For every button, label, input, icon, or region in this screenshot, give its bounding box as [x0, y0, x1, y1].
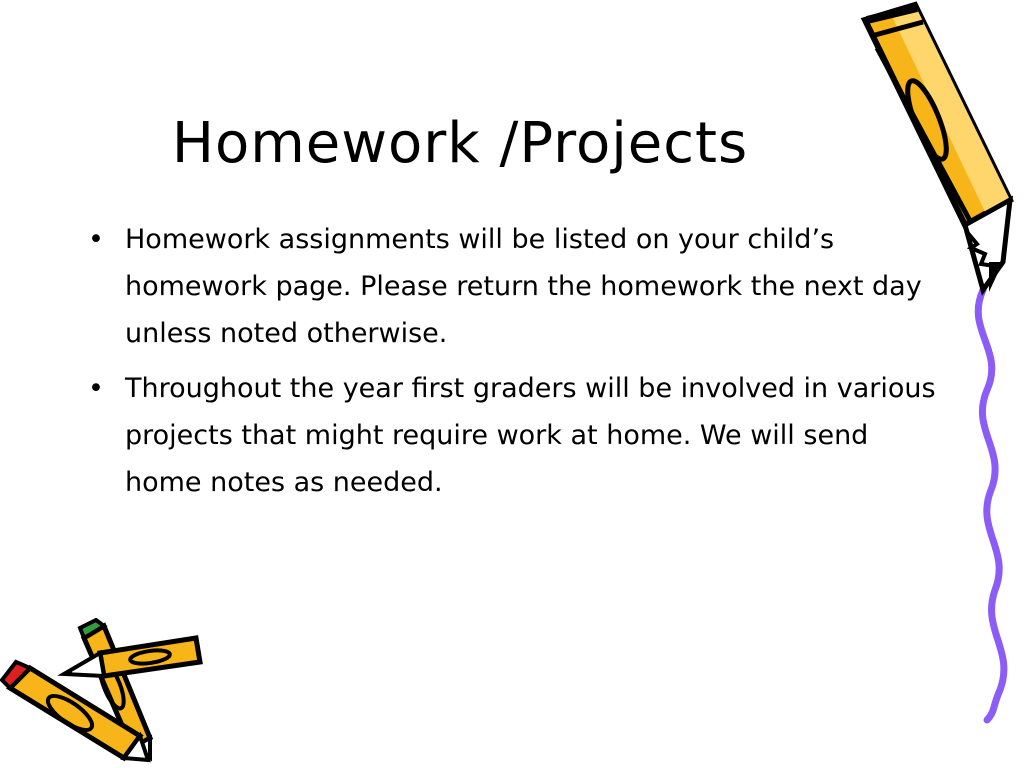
- bullet-marker: •: [88, 373, 104, 404]
- squiggle-line: [978, 290, 1004, 720]
- bullet-marker: •: [88, 224, 104, 255]
- bullet-item-homework: [88, 216, 938, 357]
- crossed-pencils-icon: [0, 618, 210, 763]
- slide-title: Homework /Projects: [171, 111, 749, 176]
- bullet-list: [88, 216, 938, 514]
- pencil-with-squiggle-icon: [855, 0, 1024, 725]
- bullet-text: Throughout the year first graders will be involved in various projects that might require work at home. We will send home notes as needed.: [125, 373, 936, 498]
- bullet-text: Homework assignments will be listed on your child’s homework page. Please return the homework the next day unless noted otherwise.: [125, 224, 922, 349]
- bullet-item-projects: [88, 365, 938, 506]
